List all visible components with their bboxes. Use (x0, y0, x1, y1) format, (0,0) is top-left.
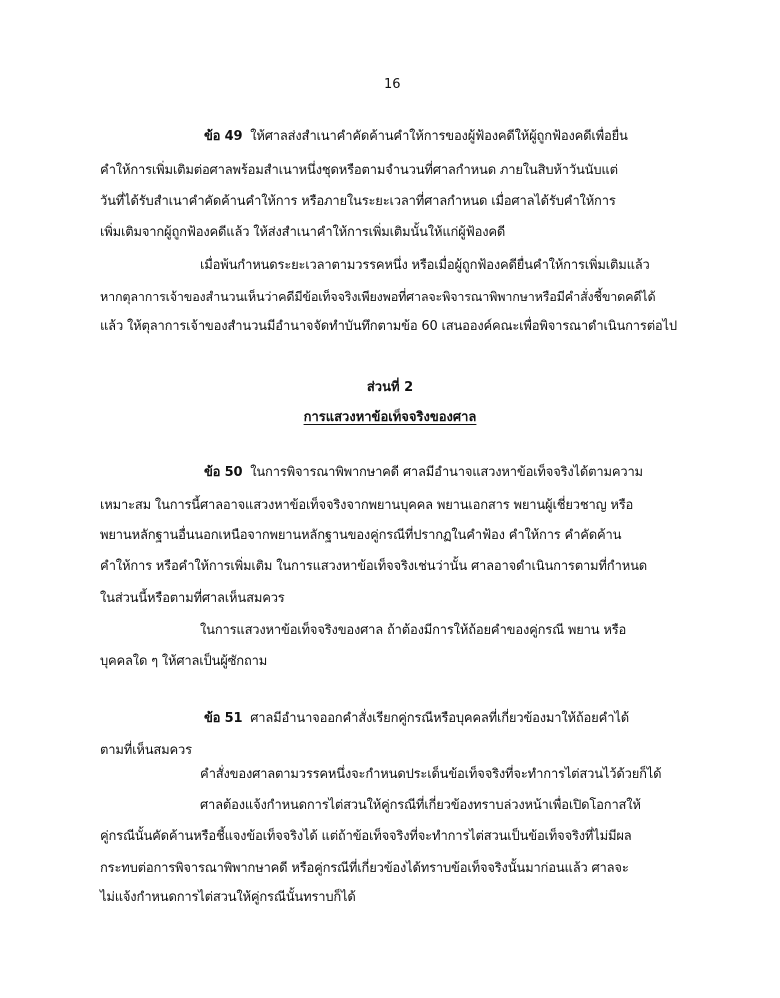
article-50-line-3: พยานหลักฐานอื่นนอกเหนือจากพยานหลักฐานของคู่กรณีที่ปรากฏในคำฟ้อง คำให้การ คำคัดค้าน (100, 528, 622, 543)
article-51-para2-line-1: คำสั่งของศาลตามวรรคหนึ่งจะกำหนดประเด็นข้อเท็จจริงที่จะทำการไต่สวนไว้ด้วยก็ได้ (200, 767, 662, 782)
article-51-line-2: ตามที่เห็นสมควร (100, 743, 192, 758)
article-49-para2-line-1: เมื่อพ้นกำหนดระยะเวลาตามวรรคหนึ่ง หรือเมื่อผู้ถูกฟ้องคดียื่นคำให้การเพิ่มเติมแล้ว (200, 258, 650, 273)
article-51-para2-line-3: คู่กรณีนั้นคัดค้านหรือชี้แจงข้อเท็จจริงได้ แต่ถ้าข้อเท็จจริงที่จะทำการไต่สวนเป็นข้อเท็จจริงที่ไม่มีผล (100, 829, 632, 844)
part-2-heading: ส่วนที่ 2 (366, 380, 414, 395)
article-49-para2-line-2: หากตุลาการเจ้าของสำนวนเห็นว่าคดีมีข้อเท็จจริงเพียงพอที่ศาลจะพิจารณาพิพากษาหรือมีคำสั่งชี้ขาดคดีได้ (100, 289, 656, 304)
article-49-text-1: ให้ศาลส่งสำเนาคำคัดค้านคำให้การของผู้ฟ้องคดีให้ผู้ถูกฟ้องคดีเพื่อยื่น (250, 129, 628, 144)
article-51-para2-line-5: ไม่แจ้งกำหนดการไต่สวนให้คู่กรณีนั้นทราบก็ได้ (100, 890, 356, 905)
article-49-line-2: คำให้การเพิ่มเติมต่อศาลพร้อมสำเนาหนึ่งชุดหรือตามจำนวนที่ศาลกำหนด ภายในสิบห้าวันนับแต่ (100, 163, 618, 178)
article-49-para2-line-3: แล้ว ให้ตุลาการเจ้าของสำนวนมีอำนาจจัดทำบันทึกตามข้อ 60 เสนอองค์คณะเพื่อพิจารณาดำเนินการต่อไป (100, 319, 677, 334)
article-51-para2-line-4: กระทบต่อการพิจารณาพิพากษาคดี หรือคู่กรณีที่เกี่ยวข้องได้ทราบข้อเท็จจริงนั้นมาก่อนแล้ว ศาลจะ (100, 861, 629, 876)
article-51-text-1: ศาลมีอำนาจออกคำสั่งเรียกคู่กรณีหรือบุคคลที่เกี่ยวข้องมาให้ถ้อยคำได้ (250, 711, 629, 726)
part-2-subheading-wrap (0, 406, 780, 427)
article-50-text-1: ในการพิจารณาพิพากษาคดี ศาลมีอำนาจแสวงหาข้อเท็จจริงได้ตามความ (250, 465, 643, 480)
article-49-line-4: เพิ่มเติมจากผู้ถูกฟ้องคดีแล้ว ให้ส่งสำเนาคำให้การเพิ่มเติมนั้นให้แก่ผู้ฟ้องคดี (100, 225, 506, 240)
article-50-para2-line-2: บุคคลใด ๆ ให้ศาลเป็นผู้ซักถาม (100, 654, 268, 669)
article-51-line-1 (204, 710, 629, 728)
part-2-subheading: การแสวงหาข้อเท็จจริงของศาล (303, 410, 477, 425)
article-50-line-5: ในส่วนนี้หรือตามที่ศาลเห็นสมควร (100, 591, 285, 606)
article-50-line-1 (204, 464, 643, 482)
article-49-number: ข้อ 49 (204, 129, 243, 144)
article-50-line-4: คำให้การ หรือคำให้การเพิ่มเติม ในการแสวงหาข้อเท็จจริงเช่นว่านั้น ศาลอาจดำเนินการตามที่กำหนด (100, 559, 648, 574)
article-50-line-2: เหมาะสม ในการนี้ศาลอาจแสวงหาข้อเท็จจริงจากพยานบุคคล พยานเอกสาร พยานผู้เชี่ยวชาญ หรือ (100, 498, 634, 513)
page-number: 16 (384, 77, 401, 92)
article-49-line-1 (204, 128, 628, 146)
article-51-para2-line-2: ศาลต้องแจ้งกำหนดการไต่สวนให้คู่กรณีที่เกี่ยวข้องทราบล่วงหน้าเพื่อเปิดโอกาสให้ (200, 798, 641, 813)
article-49-line-3: วันที่ได้รับสำเนาคำคัดค้านคำให้การ หรือภายในระยะเวลาที่ศาลกำหนด เมื่อศาลได้รับคำให้การ (100, 194, 616, 209)
article-51-number: ข้อ 51 (204, 711, 243, 726)
article-50-para2-line-1: ในการแสวงหาข้อเท็จจริงของศาล ถ้าต้องมีการให้ถ้อยคำของคู่กรณี พยาน หรือ (200, 623, 627, 638)
article-50-number: ข้อ 50 (204, 465, 243, 480)
